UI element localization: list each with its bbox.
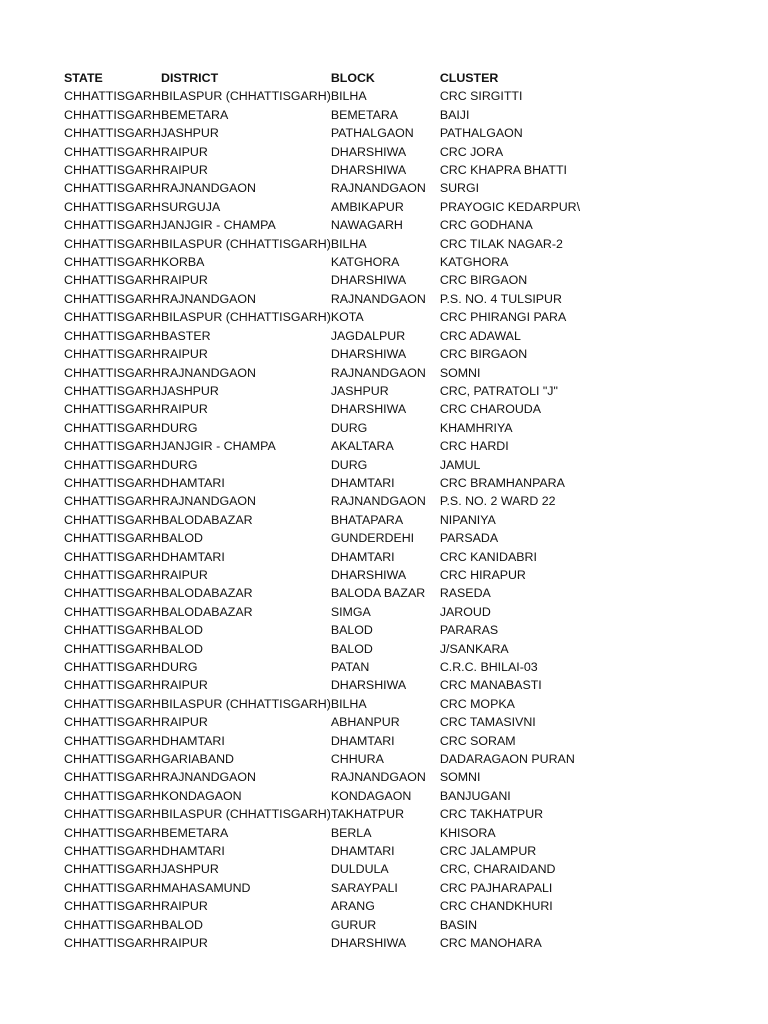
cell-cluster: PARARAS <box>439 623 499 638</box>
cell-cluster: BASIN <box>439 917 478 932</box>
cell-block: BILHA <box>330 696 367 711</box>
cell-cluster: PATHALGAON <box>439 126 523 141</box>
cell-cluster: CRC KHAPRA BHATTI <box>439 163 567 178</box>
cell-state: CHHATTISGARH <box>64 163 161 178</box>
cell-state: CHHATTISGARH <box>64 604 161 619</box>
cell-cluster: PARSADA <box>439 531 499 546</box>
table-row <box>64 787 610 805</box>
table-row <box>64 161 610 179</box>
cell-block: DHARSHIWA <box>330 402 407 417</box>
cell-block: JASHPUR <box>330 383 389 398</box>
cell-state: CHHATTISGARH <box>64 383 161 398</box>
cell-cluster: RASEDA <box>439 586 491 601</box>
cell-block: RAJNANDGAON <box>330 181 426 196</box>
cell-state: CHHATTISGARH <box>64 917 161 932</box>
cell-state: CHHATTISGARH <box>64 567 161 582</box>
cell-block: AMBIKAPUR <box>330 199 404 214</box>
table-row <box>64 548 610 566</box>
table-row <box>64 768 610 786</box>
cell-state: CHHATTISGARH <box>64 862 161 877</box>
cell-block: DURG <box>330 457 368 472</box>
cell-district: JASHPUR <box>161 126 219 141</box>
cell-block: DHARSHIWA <box>330 144 407 159</box>
cell-district: RAJNANDGAON <box>161 291 257 306</box>
cell-state: CHHATTISGARH <box>64 512 161 527</box>
cell-district: BEMETARA <box>161 825 229 840</box>
cell-cluster: J/SANKARA <box>439 641 509 656</box>
table-row <box>64 124 610 142</box>
cell-block: RAJNANDGAON <box>330 494 426 509</box>
header-row <box>64 69 610 87</box>
cell-cluster: CRC JALAMPUR <box>439 844 537 859</box>
cell-district: DHAMTARI <box>161 844 225 859</box>
table-row <box>64 511 610 529</box>
cell-district: BILASPUR (CHHATTISGARH) <box>161 310 331 325</box>
table-row <box>64 584 610 602</box>
cell-cluster: CRC, CHARAIDAND <box>439 862 556 877</box>
table-row <box>64 621 610 639</box>
cell-district: RAIPUR <box>161 163 208 178</box>
cell-state: CHHATTISGARH <box>64 531 161 546</box>
cell-district: RAIPUR <box>161 567 208 582</box>
cell-state: CHHATTISGARH <box>64 733 161 748</box>
cell-state: CHHATTISGARH <box>64 623 161 638</box>
cell-block: BALOD <box>330 623 373 638</box>
cell-block: PATHALGAON <box>330 126 414 141</box>
table-row <box>64 603 610 621</box>
cell-block: DHARSHIWA <box>330 273 407 288</box>
cell-state: CHHATTISGARH <box>64 549 161 564</box>
cell-cluster: CRC BIRGAON <box>439 273 528 288</box>
cell-state: CHHATTISGARH <box>64 181 161 196</box>
cell-district: BALOD <box>161 623 204 638</box>
cell-district: BILASPUR (CHHATTISGARH) <box>161 89 331 104</box>
cell-state: CHHATTISGARH <box>64 641 161 656</box>
cell-cluster: CRC GODHANA <box>439 218 533 233</box>
cell-district: JASHPUR <box>161 862 219 877</box>
cell-cluster: CRC MANABASTI <box>439 678 542 693</box>
cell-cluster: BAIJI <box>439 107 470 122</box>
cell-district: RAIPUR <box>161 936 208 951</box>
cell-district: BALODABAZAR <box>161 586 253 601</box>
cell-district: RAJNANDGAON <box>161 770 257 785</box>
cell-cluster: CRC JORA <box>439 144 504 159</box>
cell-district: JANJGIR - CHAMPA <box>161 439 276 454</box>
cell-state: CHHATTISGARH <box>64 770 161 785</box>
cell-block: KONDAGAON <box>330 788 412 803</box>
cell-cluster: SOMNI <box>439 365 481 380</box>
cell-block: SIMGA <box>330 604 371 619</box>
table-row <box>64 750 610 768</box>
column-header-cluster: CLUSTER <box>439 71 499 85</box>
cell-state: CHHATTISGARH <box>64 844 161 859</box>
table-row <box>64 897 610 915</box>
cell-block: DURG <box>330 420 368 435</box>
cell-cluster: CRC PAJHARAPALI <box>439 880 553 895</box>
cell-block: SARAYPALI <box>330 880 398 895</box>
cell-cluster: JAROUD <box>439 604 491 619</box>
table-row <box>64 695 610 713</box>
cell-cluster: CRC SIRGITTI <box>439 89 523 104</box>
cell-cluster: NIPANIYA <box>439 512 496 527</box>
document-page <box>64 69 610 953</box>
cell-cluster: CRC BRAMHANPARA <box>439 475 565 490</box>
cell-state: CHHATTISGARH <box>64 402 161 417</box>
table-row <box>64 492 610 510</box>
cell-district: RAIPUR <box>161 402 208 417</box>
cell-state: CHHATTISGARH <box>64 752 161 767</box>
cell-block: BALOD <box>330 641 373 656</box>
table-row <box>64 916 610 934</box>
table-row <box>64 327 610 345</box>
cell-district: MAHASAMUND <box>161 880 251 895</box>
cluster-table <box>64 69 610 953</box>
cell-district: DHAMTARI <box>161 549 225 564</box>
cell-state: CHHATTISGARH <box>64 494 161 509</box>
table-body <box>64 87 610 952</box>
cell-block: DHARSHIWA <box>330 163 407 178</box>
cell-cluster: DADARAGAON PURAN <box>439 752 575 767</box>
table-row <box>64 253 610 271</box>
cell-state: CHHATTISGARH <box>64 126 161 141</box>
table-row <box>64 106 610 124</box>
cell-district: RAIPUR <box>161 144 208 159</box>
cell-state: CHHATTISGARH <box>64 475 161 490</box>
table-row <box>64 676 610 694</box>
cell-block: DHAMTARI <box>330 549 395 564</box>
cell-state: CHHATTISGARH <box>64 107 161 122</box>
table-row <box>64 456 610 474</box>
cell-state: CHHATTISGARH <box>64 696 161 711</box>
table-row <box>64 290 610 308</box>
table-header <box>64 69 610 87</box>
cell-state: CHHATTISGARH <box>64 291 161 306</box>
cell-district: JANJGIR - CHAMPA <box>161 218 276 233</box>
cell-state: CHHATTISGARH <box>64 89 161 104</box>
table-row <box>64 382 610 400</box>
cell-cluster: CRC HIRAPUR <box>439 567 526 582</box>
cell-block: ARANG <box>330 899 375 914</box>
cell-state: CHHATTISGARH <box>64 347 161 362</box>
cell-state: CHHATTISGARH <box>64 236 161 251</box>
cell-district: DURG <box>161 420 198 435</box>
cell-cluster: CRC, PATRATOLI "J" <box>439 383 558 398</box>
table-row <box>64 87 610 105</box>
cell-cluster: P.S. NO. 4 TULSIPUR <box>439 291 562 306</box>
cell-cluster: KHAMHRIYA <box>439 420 513 435</box>
cell-block: DHARSHIWA <box>330 936 407 951</box>
cell-district: RAIPUR <box>161 899 208 914</box>
column-header-district: DISTRICT <box>161 71 219 85</box>
cell-cluster: PRAYOGIC KEDARPUR\ <box>439 199 581 214</box>
table-row <box>64 640 610 658</box>
cell-district: DURG <box>161 457 198 472</box>
table-row <box>64 566 610 584</box>
cell-block: JAGDALPUR <box>330 328 406 343</box>
cell-block: CHHURA <box>330 752 384 767</box>
cell-block: DHAMTARI <box>330 733 395 748</box>
cell-cluster: CRC HARDI <box>439 439 509 454</box>
cell-district: RAIPUR <box>161 273 208 288</box>
column-header-state: STATE <box>64 71 103 85</box>
cell-state: CHHATTISGARH <box>64 273 161 288</box>
cell-state: CHHATTISGARH <box>64 715 161 730</box>
cell-cluster: CRC SORAM <box>439 733 516 748</box>
cell-district: RAIPUR <box>161 347 208 362</box>
cell-block: KOTA <box>330 310 364 325</box>
cell-cluster: CRC TILAK NAGAR-2 <box>439 236 563 251</box>
cell-block: DHAMTARI <box>330 844 395 859</box>
cell-state: CHHATTISGARH <box>64 586 161 601</box>
cell-state: CHHATTISGARH <box>64 328 161 343</box>
column-header-block: BLOCK <box>330 71 375 85</box>
cell-block: BERLA <box>330 825 372 840</box>
cell-district: KORBA <box>161 255 205 270</box>
table-row <box>64 842 610 860</box>
cell-district: DURG <box>161 660 198 674</box>
cell-state: CHHATTISGARH <box>64 199 161 214</box>
cell-state: CHHATTISGARH <box>64 439 161 454</box>
table-row <box>64 198 610 216</box>
table-row <box>64 934 610 952</box>
cell-block: BILHA <box>330 89 367 104</box>
cell-block: ABHANPUR <box>330 715 400 730</box>
cell-block: BALODA BAZAR <box>330 586 426 601</box>
cell-block: AKALTARA <box>330 439 394 454</box>
cell-district: BASTER <box>161 328 211 343</box>
cell-district: BILASPUR (CHHATTISGARH) <box>161 696 331 711</box>
cell-block: DHARSHIWA <box>330 678 407 693</box>
cell-block: DHAMTARI <box>330 475 395 490</box>
cell-district: BEMETARA <box>161 107 229 122</box>
cell-district: BALODABAZAR <box>161 604 253 619</box>
table-row <box>64 732 610 750</box>
cell-district: SURGUJA <box>161 199 221 214</box>
cell-state: CHHATTISGARH <box>64 678 161 693</box>
cell-state: CHHATTISGARH <box>64 880 161 895</box>
cell-block: TAKHATPUR <box>330 807 405 822</box>
cell-block: KATGHORA <box>330 255 400 270</box>
cell-block: RAJNANDGAON <box>330 365 426 380</box>
cell-district: DHAMTARI <box>161 733 225 748</box>
cell-state: CHHATTISGARH <box>64 899 161 914</box>
cell-district: GARIABAND <box>161 752 234 767</box>
cell-block: RAJNANDGAON <box>330 291 426 306</box>
table-row <box>64 364 610 382</box>
cell-district: RAJNANDGAON <box>161 181 257 196</box>
table-row <box>64 713 610 731</box>
table-row <box>64 235 610 253</box>
cell-block: GUNDERDEHI <box>330 531 415 546</box>
cell-cluster: CRC MOPKA <box>439 696 515 711</box>
table-row <box>64 271 610 289</box>
cell-state: CHHATTISGARH <box>64 936 161 951</box>
cell-cluster: SOMNI <box>439 770 481 785</box>
cell-block: NAWAGARH <box>330 218 403 233</box>
cell-block: GURUR <box>330 917 377 932</box>
cell-cluster: CRC BIRGAON <box>439 347 528 362</box>
cell-cluster: CRC TAMASIVNI <box>439 715 536 730</box>
table-row <box>64 805 610 823</box>
cell-state: CHHATTISGARH <box>64 218 161 233</box>
cell-district: BALOD <box>161 531 204 546</box>
cell-state: CHHATTISGARH <box>64 255 161 270</box>
cell-block: BILHA <box>330 236 367 251</box>
cell-district: KONDAGAON <box>161 788 242 803</box>
cell-cluster: CRC MANOHARA <box>439 936 542 951</box>
table-row <box>64 879 610 897</box>
cell-state: CHHATTISGARH <box>64 788 161 803</box>
cell-state: CHHATTISGARH <box>64 144 161 159</box>
cell-cluster: CRC CHAROUDA <box>439 402 542 417</box>
cell-cluster: CRC ADAWAL <box>439 328 521 343</box>
cell-block: DULDULA <box>330 862 389 877</box>
cell-district: BALOD <box>161 641 204 656</box>
cell-cluster: KHISORA <box>439 825 496 840</box>
cell-cluster: CRC TAKHATPUR <box>439 807 544 822</box>
cell-state: CHHATTISGARH <box>64 365 161 380</box>
table-row <box>64 308 610 326</box>
table-row <box>64 345 610 363</box>
cell-cluster: P.S. NO. 2 WARD 22 <box>439 494 556 509</box>
cell-cluster: C.R.C. BHILAI-03 <box>439 660 538 674</box>
cell-block: DHARSHIWA <box>330 347 407 362</box>
table-row <box>64 216 610 234</box>
cell-cluster: KATGHORA <box>439 255 509 270</box>
cell-state: CHHATTISGARH <box>64 660 161 674</box>
cell-district: BILASPUR (CHHATTISGARH) <box>161 236 331 251</box>
table-row <box>64 400 610 418</box>
cell-cluster: BANJUGANI <box>439 788 511 803</box>
cell-district: RAJNANDGAON <box>161 365 257 380</box>
cell-state: CHHATTISGARH <box>64 420 161 435</box>
cell-block: PATAN <box>330 660 370 674</box>
cell-cluster: CRC CHANDKHURI <box>439 899 553 914</box>
cell-district: RAIPUR <box>161 715 208 730</box>
table-row <box>64 860 610 878</box>
table-row <box>64 143 610 161</box>
cell-district: BALODABAZAR <box>161 512 253 527</box>
cell-district: BALOD <box>161 917 204 932</box>
cell-state: CHHATTISGARH <box>64 457 161 472</box>
cell-cluster: SURGI <box>439 181 480 196</box>
table-row <box>64 474 610 492</box>
cell-state: CHHATTISGARH <box>64 807 161 822</box>
cell-block: RAJNANDGAON <box>330 770 426 785</box>
cell-district: DHAMTARI <box>161 475 225 490</box>
cell-cluster: CRC KANIDABRI <box>439 549 537 564</box>
table-row <box>64 658 610 676</box>
cell-cluster: JAMUL <box>439 457 481 472</box>
cell-district: JASHPUR <box>161 383 219 398</box>
cell-state: CHHATTISGARH <box>64 310 161 325</box>
cell-district: BILASPUR (CHHATTISGARH) <box>161 807 331 822</box>
cell-block: DHARSHIWA <box>330 567 407 582</box>
cell-district: RAIPUR <box>161 678 208 693</box>
table-row <box>64 419 610 437</box>
cell-cluster: CRC PHIRANGI PARA <box>439 310 567 325</box>
table-row <box>64 179 610 197</box>
cell-district: RAJNANDGAON <box>161 494 257 509</box>
cell-state: CHHATTISGARH <box>64 825 161 840</box>
cell-block: BHATAPARA <box>330 512 404 527</box>
table-row <box>64 824 610 842</box>
table-row <box>64 437 610 455</box>
table-row <box>64 529 610 547</box>
cell-block: BEMETARA <box>330 107 399 122</box>
